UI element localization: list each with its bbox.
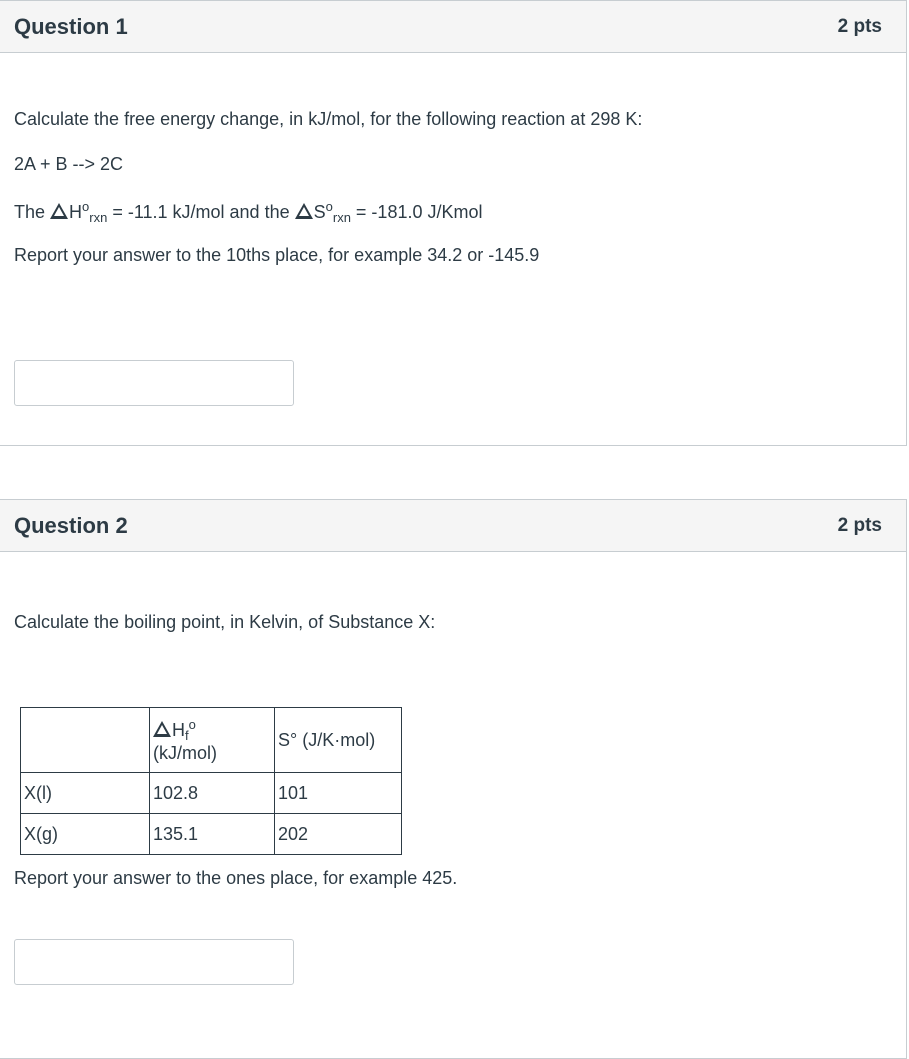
question-2-prompt: Calculate the boiling point, in Kelvin, of Substance X:	[14, 612, 436, 632]
table-cell-enthalpy: 102.8	[150, 773, 275, 814]
table-row	[21, 814, 402, 855]
enthalpy-degree: o	[82, 199, 90, 214]
table-cell-enthalpy: 135.1	[150, 814, 275, 855]
question-1-card	[0, 0, 907, 446]
table-header-entropy: S° (J/K·mol)	[275, 708, 402, 773]
table-cell-label: X(l)	[21, 773, 150, 814]
question-1-prompt: Calculate the free energy change, in kJ/mol, for the following reaction at 298 K:	[14, 109, 643, 129]
entropy-symbol: S	[313, 202, 326, 222]
question-2-points: 2 pts	[837, 514, 882, 536]
table-header-enthalpy	[150, 708, 275, 773]
question-2-title: Question 2	[14, 512, 128, 538]
question-2-answer-input[interactable]	[14, 939, 294, 985]
question-1-reaction: 2A + B --> 2C	[14, 154, 124, 174]
question-1-given	[14, 199, 483, 225]
enthalpy-header-sub: f	[185, 727, 189, 743]
delta-symbol-icon	[50, 203, 68, 219]
question-1-answer-input[interactable]	[14, 360, 294, 406]
enthalpy-header-symbol: H	[172, 719, 185, 740]
delta-symbol-icon	[153, 721, 171, 737]
enthalpy-symbol: H	[69, 202, 83, 222]
thermo-data-table	[20, 707, 402, 855]
table-cell-entropy: 202	[275, 814, 402, 855]
entropy-value: = -181.0 J/Kmol	[350, 202, 483, 222]
table-cell-entropy: 101	[275, 773, 402, 814]
question-2-header	[0, 500, 906, 552]
enthalpy-value: = -11.1 kJ/mol and the	[107, 202, 295, 222]
table-cell-label: X(g)	[21, 814, 150, 855]
question-2-card	[0, 499, 907, 1059]
entropy-subscript: rxn	[332, 210, 351, 225]
question-2-instructions: Report your answer to the ones place, for example 425.	[14, 868, 458, 888]
entropy-degree: o	[325, 199, 333, 214]
table-header-row	[21, 708, 402, 773]
given-prefix: The	[14, 202, 51, 222]
delta-symbol-icon	[295, 203, 313, 219]
question-1-title: Question 1	[14, 13, 128, 39]
enthalpy-header-deg: o	[188, 716, 196, 732]
table-row	[21, 773, 402, 814]
enthalpy-header-unit: (kJ/mol)	[153, 742, 217, 763]
question-1-points: 2 pts	[837, 15, 882, 37]
enthalpy-subscript: rxn	[89, 210, 108, 225]
question-1-instructions: Report your answer to the 10ths place, for example 34.2 or -145.9	[14, 245, 540, 265]
table-header-blank	[21, 708, 150, 773]
question-1-header	[0, 1, 906, 53]
